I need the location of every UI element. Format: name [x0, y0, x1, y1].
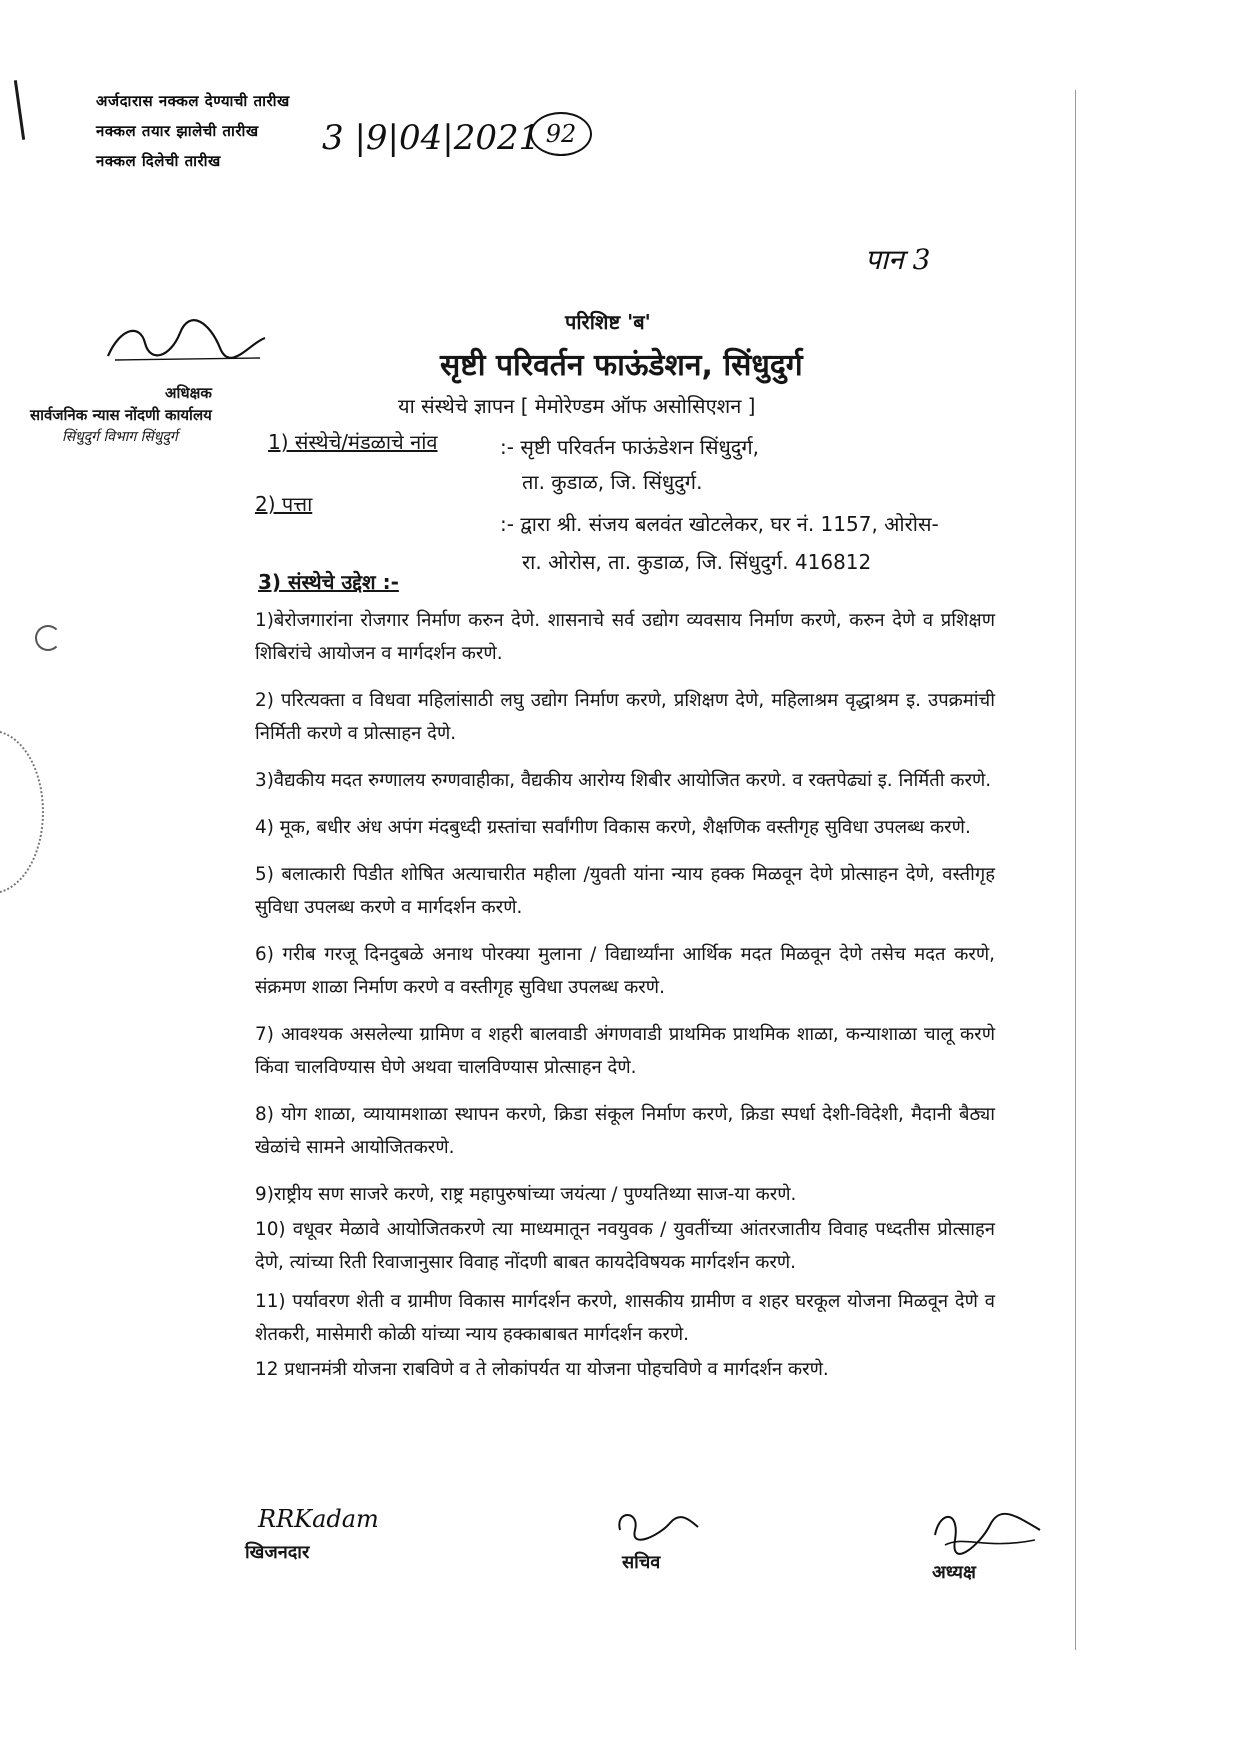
objective-item: 9)राष्ट्रीय सण साजरे करणे, राष्ट्र महापुरुषांच्या जयंत्या / पुण्यतिथ्या साज-या करणे. — [255, 1184, 797, 1205]
address-value-1: :- द्वारा श्री. संजय बलवंत खोटलेकर, घर नं. 1157, ओरोस- — [500, 512, 939, 536]
copy-stamp — [96, 86, 336, 176]
memorandum-line: या संस्थेचे ज्ञापन [ मेमोरेण्डम ऑफ असोसिएशन ] — [398, 394, 756, 418]
stamp-office-line-1: सार्वजनिक न्यास नोंदणी कार्यालय — [30, 406, 212, 424]
seal-mark — [0, 730, 44, 894]
objective-item: 1)बेरोजगारांना रोजगार निर्माण करुन देणे. शासनाचे सर्व उद्योग व्यवसाय निर्माण करणे, करुन देणे व प्रशिक्षण शिबिरांचे आयोजन व मार्गदर्शन करणे. — [255, 610, 995, 664]
secretary-label: सचिव — [622, 1552, 661, 1573]
secretary-signature — [610, 1505, 700, 1549]
margin-mark — [14, 80, 25, 140]
page-number: 92 — [545, 120, 577, 148]
signature-scribble-icon — [610, 1505, 700, 1545]
objective-item: 11) पर्यावरण शेती व ग्रामीण विकास मार्गदर्शन करणे, शासकीय ग्रामीण व शहर घरकूल योजना मिळवून देणे व शेतकरी, मासेमारी कोळी यांच्या न्याय हक्काबाबत मार्गदर्शन करणे. — [255, 1291, 995, 1345]
name-label: 1) संस्थेचे/मंडळाचे नांव — [268, 430, 438, 454]
name-value-1: :- सृष्टी परिवर्तन फाऊंडेशन सिंधुदुर्ग, — [500, 435, 760, 459]
objective-item: 10) वधूवर मेळावे आयोजितकरणे त्या माध्यमातून नवयुवक / युवतींच्या आंतरजातीय विवाह पध्दतीस प्रोत्साहन देणे, त्यांच्या रिती रिवाजानुसार विवाह नोंदणी बाबत कायदेविषयक मार्गदर्शन करणे. — [255, 1219, 995, 1273]
treasurer-signature: RRKadam — [258, 1505, 379, 1533]
objectives-list — [255, 604, 995, 1386]
objective-item: 7) आवश्यक असलेल्या ग्रामिण व शहरी बालवाडी अंगणवाडी प्राथमिक प्राथमिक शाळा, कन्याशाळा चालू करणे किंवा चालविण्यास घेणे अथवा चालविण्यास प्रोत्साहन देणे. — [255, 1024, 995, 1078]
seal-mark-small — [35, 625, 61, 651]
annex-label: परिशिष्ट 'ब' — [565, 310, 651, 334]
address-label: 2) पत्ता — [255, 492, 313, 516]
stamp-line-1: अर्जदारास नक्कल देण्याची तारीख — [96, 92, 290, 110]
page-edge-line — [1075, 90, 1076, 1650]
name-value-2: ता. कुडाळ, जि. सिंधुदुर्ग. — [522, 470, 703, 494]
stamp-line-3: नक्कल दिलेची तारीख — [96, 152, 221, 170]
president-signature — [925, 1505, 1045, 1559]
stamp-office-line-2: सिंधुदुर्ग विभाग सिंधुदुर्ग — [62, 429, 178, 445]
page-number-circle — [530, 112, 592, 156]
president-label: अध्यक्ष — [932, 1562, 976, 1583]
objective-item: 2) परित्यक्ता व विधवा महिलांसाठी लघु उद्योग निर्माण करणे, प्रशिक्षण देणे, महिलाश्रम वृद्धाश्रम इ. उपक्रमांची निर्मिती करणे व प्रोत्साहन देणे. — [255, 690, 995, 744]
objectives-heading: 3) संस्थेचे उद्देश :- — [258, 570, 399, 594]
handwritten-date: 3 |9|04|2021 — [322, 118, 541, 158]
objective-item: 4) मूक, बधीर अंध अपंग मंदबुध्दी ग्रस्तांचा सर्वांगीण विकास करणे, शैक्षणिक वस्तीगृह सुविधा उपलब्ध करणे. — [255, 817, 971, 838]
objective-item: 12 प्रधानमंत्री योजना राबविणे व ते लोकांपर्यत या योजना पोहचविणे व मार्गदर्शन करणे. — [255, 1359, 829, 1380]
stamp-title: अधिक्षक — [165, 384, 212, 402]
objective-item: 3)वैद्यकीय मदत रुग्णालय रुग्णवाहीका, वैद्यकीय आरोग्य शिबीर आयोजित करणे. व रक्तपेढ्यां इ. निर्मिती करणे. — [255, 770, 992, 791]
stamp-line-2: नक्कल तयार झालेची तारीख — [96, 122, 259, 140]
signature-scribble-icon — [100, 318, 270, 363]
objective-item: 8) योग शाळा, व्यायामशाळा स्थापन करणे, क्रिडा संकूल निर्माण करणे, क्रिडा स्पर्धा देशी-विदेशी, मैदानी बैठ्या खेळांचे सामने आयोजितकरणे. — [255, 1104, 995, 1158]
treasurer-label: खिजनदार — [245, 1542, 310, 1563]
officer-signature — [100, 318, 270, 358]
signature-scribble-icon — [925, 1505, 1045, 1555]
address-value-2: रा. ओरोस, ता. कुडाळ, जि. सिंधुदुर्ग. 416812 — [522, 550, 872, 574]
objective-item: 5) बलात्कारी पिडीत शोषित अत्याचारीत महीला /युवती यांना न्याय हक्क मिळवून देणे प्रोत्साहन देणे, वस्तीगृह सुविधा उपलब्ध करणे व मार्गदर्शन करणे. — [255, 864, 995, 918]
org-title: सृष्टी परिवर्तन फाऊंडेशन, सिंधुदुर्ग — [440, 348, 803, 383]
objective-item: 6) गरीब गरजू दिनदुबळे अनाथ पोरक्या मुलाना / विद्यार्थ्यांना आर्थिक मदत मिळवून देणे तसेच मदत करणे, संक्रमण शाळा निर्माण करणे व वस्तीगृह सुविधा उपलब्ध करणे. — [255, 944, 995, 998]
page-mark: पान 3 — [865, 243, 931, 276]
